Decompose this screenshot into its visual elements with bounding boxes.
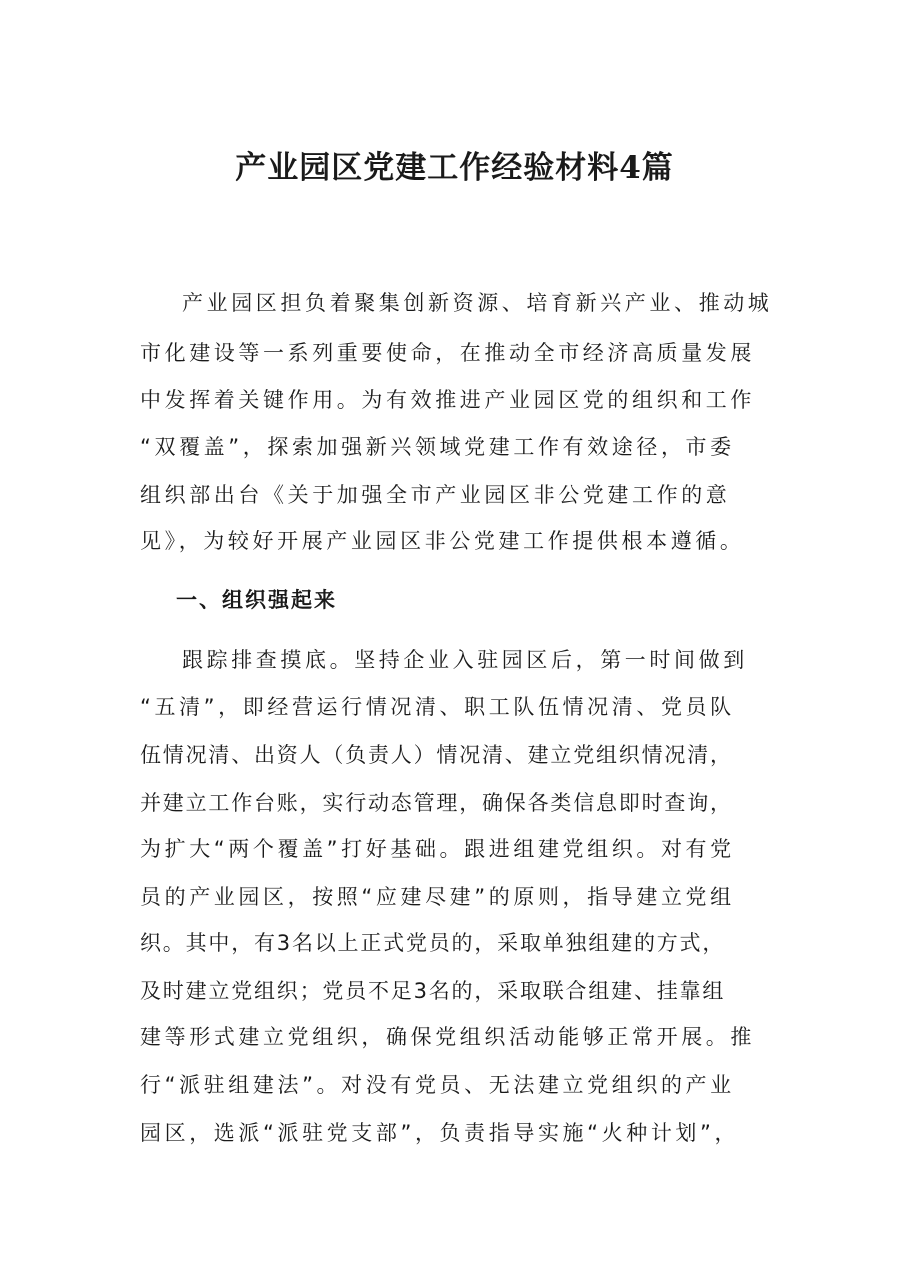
section-line-3: 伍情况清、出资人（负责人）情况清、建立党组织情况清， (140, 743, 733, 767)
section-line-2: “五清”，即经营运行情况清、职工队伍情况清、党员队 (140, 695, 735, 719)
intro-line-4: “双覆盖”，探索加强新兴领域党建工作有效途径，市委 (140, 435, 735, 459)
intro-line-6: 见》，为较好开展产业园区非公党建工作提供根本遵循。 (140, 529, 745, 553)
intro-line-3: 中发挥着关键作用。为有效推进产业园区党的组织和工作 (140, 388, 755, 412)
section-line-1: 跟踪排查摸底。坚持企业入驻园区后，第一时间做到 (182, 648, 748, 672)
section-line-11: 园区，选派“派驻党支部”，负责指导实施“火种计划”， (140, 1121, 740, 1145)
section-line-6: 员的产业园区，按照“应建尽建”的原则，指导建立党组 (140, 885, 735, 909)
section-line-9: 建等形式建立党组织，确保党组织活动能够正常开展。推 (140, 1025, 755, 1049)
intro-line-2: 市化建设等一系列重要使命，在推动全市经济高质量发展 (140, 341, 755, 365)
section-line-10: 行“派驻组建法”。对没有党员、无法建立党组织的产业 (140, 1073, 735, 1097)
intro-line-5: 组织部出台《关于加强全市产业园区非公党建工作的意 (140, 483, 731, 507)
section-line-8: 及时建立党组织；党员不足3名的，采取联合组建、挂靠组 (140, 979, 726, 1003)
section-heading: 一、组织强起来 (176, 588, 337, 612)
section-line-5: 为扩大“两个覆盖”打好基础。跟进组建党组织。对有党 (140, 837, 735, 861)
section-line-7: 织。其中，有3名以上正式党员的，采取单独组建的方式， (140, 931, 726, 955)
document-title: 产业园区党建工作经验材料4篇 (235, 150, 674, 186)
intro-line-1: 产业园区担负着聚集创新资源、培育新兴产业、推动城 (182, 291, 773, 315)
section-line-4: 并建立工作台账，实行动态管理，确保各类信息即时查询， (140, 791, 733, 815)
